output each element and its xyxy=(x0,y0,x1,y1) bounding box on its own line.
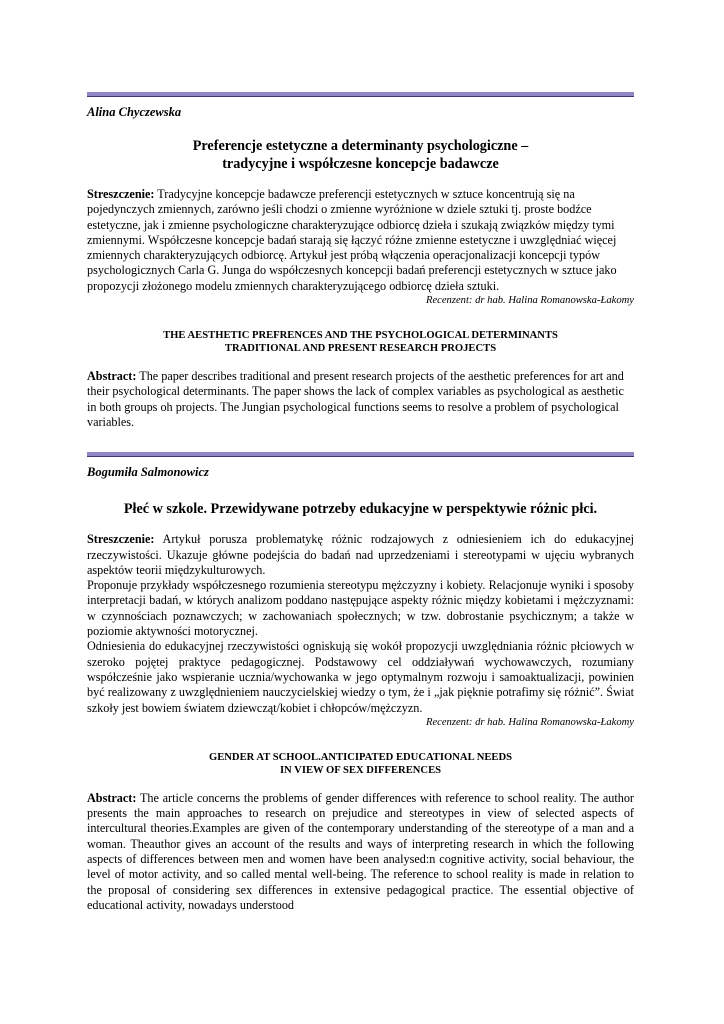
title-en-line-1: GENDER AT SCHOOL.ANTICIPATED EDUCATIONAL NEEDS xyxy=(208,751,513,763)
abstract-en xyxy=(87,369,634,430)
abstract-label: Streszczenie: xyxy=(87,187,155,201)
article-title-pl: Płeć w szkole. Przewidywane potrzeby edukacyjne w perspektywie różnic płci. xyxy=(123,501,598,518)
article-chyczewska xyxy=(87,92,634,430)
journal-page xyxy=(87,92,634,913)
author-name: Bogumiła Salmonowicz xyxy=(87,465,209,480)
abstract-text: Tradycyjne koncepcje badawcze preferencji estetycznych w sztuce koncentrują się na pojedynczych zmiennych, zarówno jeśli chodzi o zmienne wyróżnione w dziele sztuki tj. proste bodźce estetyczne, jak i zmienne psychologiczne charakteryzujące odbiorcę dzieła i szukają związków między tymi zmiennymi. Współczesne koncepcje badań starają się łączyć różne zmienne estetyczne i uwzględniać więcej zmiennych charakteryzujących odbiorcę. Artykuł jest próbą włączenia operacjonalizacji koncepcji typów psychologicznych Carla G. Junga do współczesnych koncepcji badań preferencji estetycznych w sztuce jako propozycji złożonego modelu zmiennych charakteryzującego odbiorcę dzieła sztuki. xyxy=(87,187,617,293)
title-en-line-2: TRADITIONAL AND PRESENT RESEARCH PROJECTS xyxy=(224,343,497,355)
abstract-text: The paper describes traditional and present research projects of the aesthetic preferences for art and their psychological determinants. The paper shows the lack of complex variables as psychological as aesthetic in both groups oh projects. The Jungian psychological functions seems to resolve a problem of psychological variables. xyxy=(87,369,624,429)
author-name: Alina Chyczewska xyxy=(87,105,182,119)
title-en-line-2: IN VIEW OF SEX DIFFERENCES xyxy=(279,764,442,776)
reviewer-note: Recenzent: dr hab. Halina Romanowska-Łakomy xyxy=(425,716,634,728)
section-divider xyxy=(87,92,634,97)
abstract-en xyxy=(87,791,634,913)
abstract-paragraph: Proponuje przykłady współczesnego rozumienia stereotypu mężczyzny i kobiety. Relacjonuje wyniki i sposoby interpretacji badań, w których analizom poddano następujące aspekty różnic między kobietami i mężczyznami: w czynnościach poznawczych; w zachowaniach społecznych; w tzw. dobrostanie psychicznym; a także w poziomie aktywności motorycznej. xyxy=(87,578,634,639)
article-title-pl xyxy=(87,137,634,173)
abstract-pl xyxy=(87,532,634,716)
article-title-en xyxy=(87,329,634,355)
reviewer-note: Recenzent: dr hab. Halina Romanowska-Łakomy xyxy=(425,295,634,307)
title-line-1: Preferencje estetyczne a determinanty psychologiczne – xyxy=(192,138,529,154)
abstract-label: Streszczenie: xyxy=(87,532,155,547)
title-en-line-1: THE AESTHETIC PREFRENCES AND THE PSYCHOLOGICAL DETERMINANTS xyxy=(163,330,558,342)
abstract-paragraph: Odniesienia do edukacyjnej rzeczywistości ogniskują się wokół propozycji uwzględniania różnic płciowych w szeroko pojętej praktyce pedagogicznej. Podstawowy cel oddziaływań wychowawczych, rozumiany współcześnie jako wspieranie ucznia/wychowanka w jego optymalnym rozwoju i samoaktualizacji, powinien być realizowany z uwzględnieniem nauczycielskiej wiedzy o tym, że i „jak pięknie potrafimy się różnić”. Świat szkoły jest bowiem światem dziewcząt/kobiet i chłopców/mężczyzn. xyxy=(87,639,634,715)
title-line-2: tradycyjne i współczesne koncepcje badawcze xyxy=(222,156,499,172)
abstract-pl xyxy=(87,187,634,294)
abstract-text: Artykuł porusza problematykę różnic rodzajowych z odniesieniem ich do edukacyjnej rzeczywistości. Ukazuje główne podejścia do badań nad uprzedzeniami i stereotypami w ujęciu wybranych aspektów teorii międzykulturowych. xyxy=(87,532,634,577)
abstract-text: The article concerns the problems of gender differences with reference to school reality. The author presents the main approaches to research on prejudice and stereotypes in view of selected aspects of intercultural theories.Examples are given of the contemporary understanding of the stereotype of a man and a woman. Theauthor gives an account of the results and ways of interpreting research in which the following aspects of differences between men and women have been analysed:n cognitive activity, social behaviour, the level of motor activity, and so called mental well-being. The reference to school reality is made in relation to the proposal of considering sex differences in extensive pedagogical practice. The essential objective of educational activity, nowadays understood xyxy=(87,790,634,912)
abstract-label: Abstract: xyxy=(87,369,137,384)
article-salmonowicz xyxy=(87,452,634,913)
abstract-label: Abstract: xyxy=(87,790,137,805)
section-divider xyxy=(87,452,634,457)
article-title-en xyxy=(87,751,634,777)
